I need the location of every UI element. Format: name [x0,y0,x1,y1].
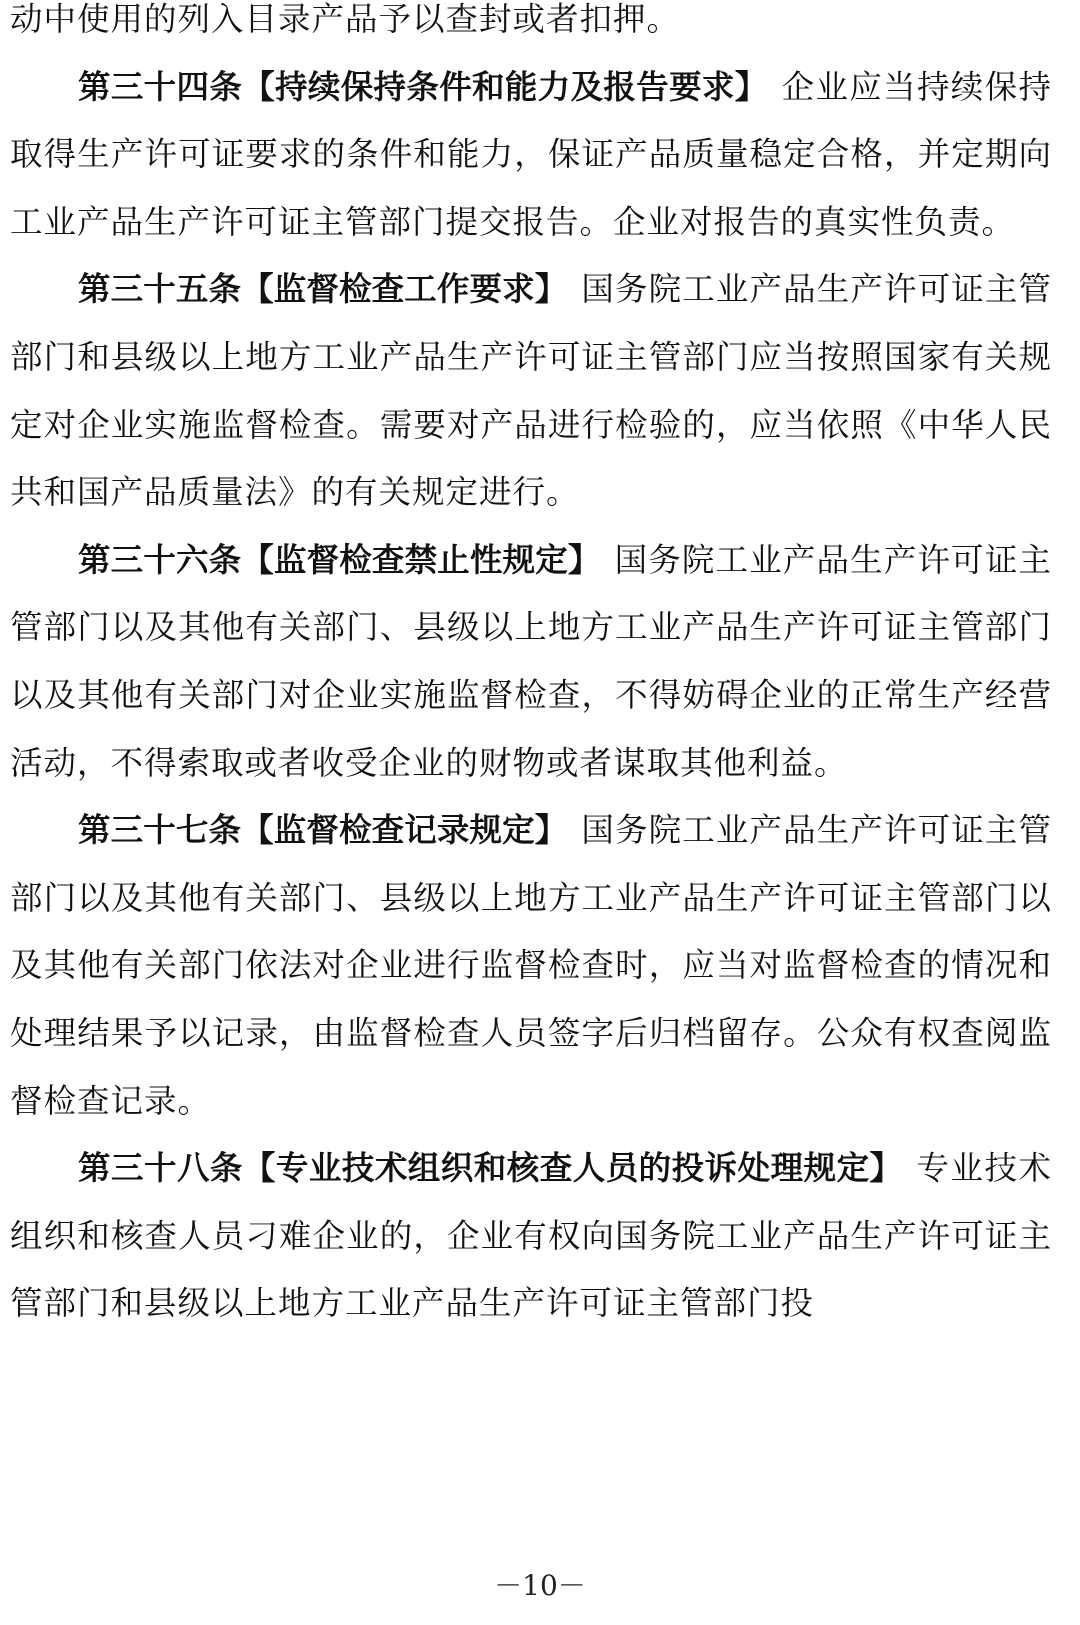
document-body [10,0,1052,1338]
article-text: 企业应当持续保持取得生产许可证要求的条件和能力，保证产品质量稳定合格，并定期向工业产品生产许可证主管部门提交报告。企业对报告的真实性负责。 [10,67,1052,241]
article-heading: 第三十六条【监督检查禁止性规定】 [78,540,601,579]
article-heading: 第三十七条【监督检查记录规定】 [78,811,568,850]
article-35 [10,256,1052,526]
page-number: －10－ [494,1569,586,1602]
article-34 [10,54,1052,257]
article-36 [10,527,1052,797]
article-38 [10,1135,1052,1338]
continuation-paragraph: 动中使用的列入目录产品予以查封或者扣押。 [10,0,681,38]
article-heading: 第三十四条【持续保持条件和能力及报告要求】 [78,67,768,106]
article-heading: 第三十五条【监督检查工作要求】 [78,270,568,309]
article-text: 国务院工业产品生产许可证主管部门以及其他有关部门、县级以上地方工业产品生产许可证主管部门以及其他有关部门依法对企业进行监督检查时，应当对监督检查的情况和处理结果予以记录，由监督检查人员签字后归档留存。公众有权查阅监督检查记录。 [10,811,1052,1120]
article-text: 国务院工业产品生产许可证主管部门和县级以上地方工业产品生产许可证主管部门应当按照国家有关规定对企业实施监督检查。需要对产品进行检验的，应当依照《中华人民共和国产品质量法》的有关规定进行。 [10,270,1052,512]
article-text: 国务院工业产品生产许可证主管部门以及其他有关部门、县级以上地方工业产品生产许可证主管部门以及其他有关部门对企业实施监督检查，不得妨碍企业的正常生产经营活动，不得索取或者收受企业的财物或者谋取其他利益。 [10,540,1052,782]
article-37 [10,797,1052,1135]
article-heading: 第三十八条【专业技术组织和核查人员的投诉处理规定】 [78,1149,903,1188]
article-text: 专业技术组织和核查人员刁难企业的，企业有权向国务院工业产品生产许可证主管部门和县级以上地方工业产品生产许可证主管部门投 [10,1149,1052,1323]
